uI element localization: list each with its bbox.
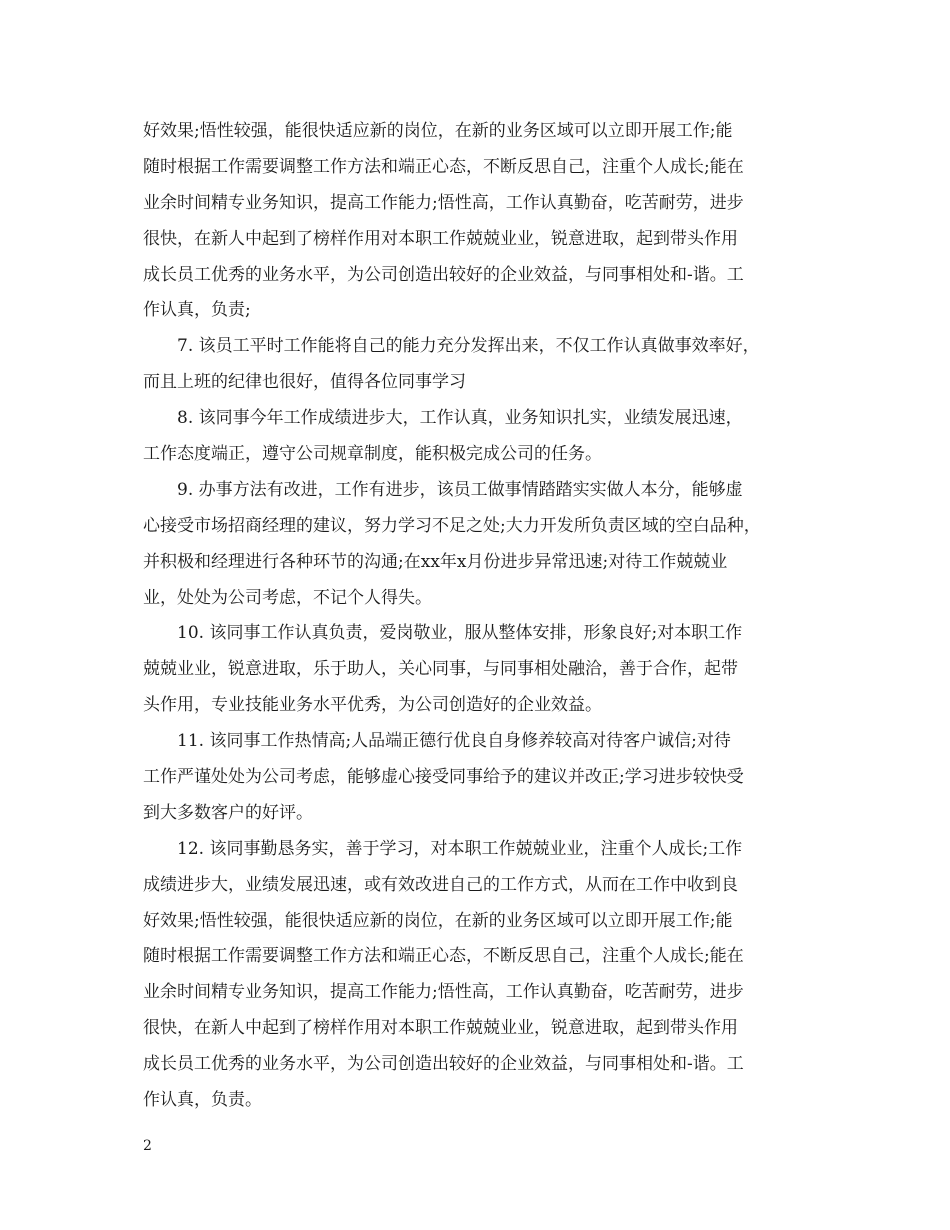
text-line: 工作态度端正，遵守公司规章制度，能积极完成公司的任务。 xyxy=(143,444,602,465)
text-line: 并积极和经理进行各种环节的沟通;在xx年x月份进步异常迅速;对待工作兢兢业 xyxy=(143,551,728,572)
text-line: 11. 该同事工作热情高;人品端正德行优良自身修养较高对待客户诚信;对待 xyxy=(177,731,731,752)
text-line: 到大多数客户的好评。 xyxy=(143,802,313,823)
text-line: 业，处处为公司考虑，不记个人得失。 xyxy=(143,587,432,608)
text-line: 8. 该同事今年工作成绩进步大，工作认真，业务知识扎实，业绩发展迅速， xyxy=(177,408,743,429)
page-number: 2 xyxy=(143,1138,152,1154)
document-body xyxy=(143,114,808,1119)
text-line: 头作用，专业技能业务水平优秀，为公司创造好的企业效益。 xyxy=(143,695,602,716)
text-line: 业余时间精专业务知识，提高工作能力;悟性高，工作认真勤奋，吃苦耐劳，进步 xyxy=(143,192,744,213)
text-line: 业余时间精专业务知识，提高工作能力;悟性高，工作认真勤奋，吃苦耐劳，进步 xyxy=(143,982,744,1003)
text-line: 很快，在新人中起到了榜样作用对本职工作兢兢业业，锐意进取，起到带头作用 xyxy=(143,1018,738,1039)
text-line: 成绩进步大，业绩发展迅速，或有效改进自己的工作方式，从而在工作中收到良 xyxy=(143,874,738,895)
text-line: 很快，在新人中起到了榜样作用对本职工作兢兢业业，锐意进取，起到带头作用 xyxy=(143,228,738,249)
text-line: 兢兢业业，锐意进取，乐于助人，关心同事，与同事相处融洽，善于合作，起带 xyxy=(143,659,738,680)
text-line: 好效果;悟性较强，能很快适应新的岗位，在新的业务区域可以立即开展工作;能 xyxy=(143,910,733,931)
text-line: 作认真，负责。 xyxy=(143,1090,262,1111)
text-line: 心接受市场招商经理的建议，努力学习不足之处;大力开发所负责区域的空白品种， xyxy=(143,515,761,536)
text-line: 12. 该同事勤恳务实，善于学习，对本职工作兢兢业业，注重个人成长;工作 xyxy=(177,838,743,859)
text-line: 随时根据工作需要调整工作方法和端正心态，不断反思自己，注重个人成长;能在 xyxy=(143,946,744,967)
text-line: 随时根据工作需要调整工作方法和端正心态，不断反思自己，注重个人成长;能在 xyxy=(143,156,744,177)
text-line: 成长员工优秀的业务水平，为公司创造出较好的企业效益，与同事相处和-谐。工 xyxy=(143,264,744,285)
text-line: 而且上班的纪律也很好，值得各位同事学习 xyxy=(143,372,466,393)
text-line: 9. 办事方法有改进，工作有进步，该员工做事情踏踏实实做人本分，能够虚 xyxy=(177,479,743,500)
text-line: 7. 该员工平时工作能将自己的能力充分发挥出来，不仅工作认真做事效率好， xyxy=(177,336,760,357)
text-line: 作认真，负责; xyxy=(143,300,251,321)
text-line: 成长员工优秀的业务水平，为公司创造出较好的企业效益，与同事相处和-谐。工 xyxy=(143,1054,744,1075)
text-line: 10. 该同事工作认真负责，爱岗敬业，服从整体安排，形象良好;对本职工作 xyxy=(177,623,743,644)
text-line: 工作严谨处处为公司考虑，能够虚心接受同事给予的建议并改正;学习进步较快受 xyxy=(143,767,744,788)
text-line: 好效果;悟性较强，能很快适应新的岗位，在新的业务区域可以立即开展工作;能 xyxy=(143,121,733,141)
